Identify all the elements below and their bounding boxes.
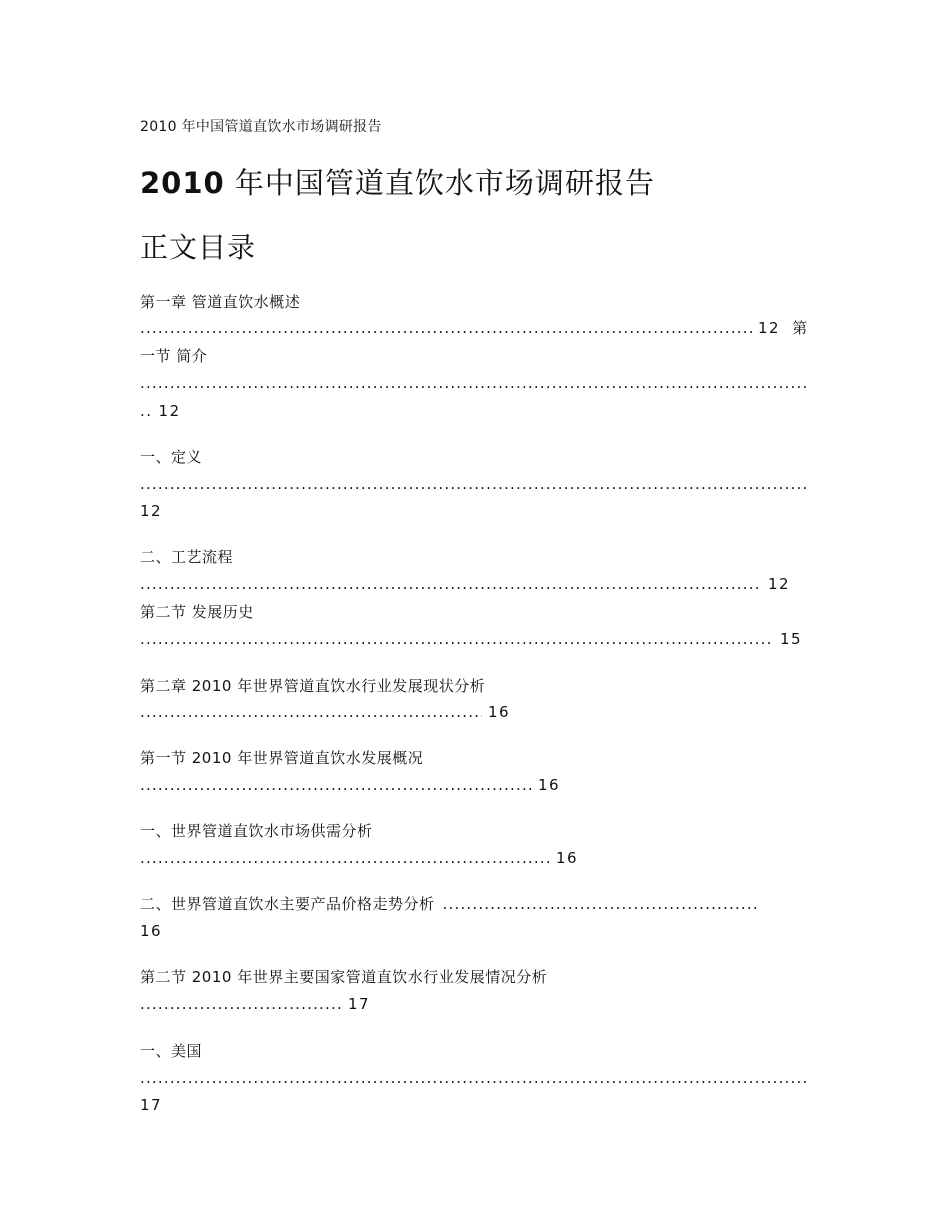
toc-page-number: 17 (140, 1096, 163, 1114)
toc-page-number: 12 (158, 402, 181, 420)
toc-page-number: 16 (538, 776, 561, 794)
toc-leader-dots (443, 894, 757, 914)
toc-leader-dots (140, 318, 752, 338)
document-title-text: 年中国管道直饮水市场调研报告 (224, 166, 655, 200)
toc-page-number: 16 (140, 922, 163, 940)
toc-leader-row (140, 474, 810, 494)
toc-page-number: 17 (348, 995, 371, 1013)
toc-page-number: 16 (556, 849, 579, 867)
toc-entry-title: 一、美国 (140, 1042, 203, 1060)
toc-page-number: 12 (768, 575, 791, 593)
toc-leader-row (140, 1068, 810, 1088)
toc-leader-row (140, 994, 810, 1014)
toc-leader-dots (140, 373, 810, 393)
toc-leader-dots (140, 474, 810, 494)
toc-leader-dots (140, 775, 532, 795)
toc-leader-dots (140, 848, 550, 868)
toc-leader-row (140, 401, 440, 421)
toc-leader-dots (140, 702, 482, 722)
toc-leader-row (140, 894, 810, 914)
toc-leader-dots (140, 1068, 810, 1088)
toc-entry-title: 第二节 发展历史 (140, 603, 254, 621)
toc-entry-title: 第一章 管道直饮水概述 (140, 293, 301, 311)
toc-entry-title: 第二节 2010 年世界主要国家管道直饮水行业发展情况分析 (140, 968, 548, 986)
toc-leader-row (140, 775, 810, 795)
toc-page-number: 16 (488, 703, 511, 721)
toc-entry-title: 第一节 2010 年世界管道直饮水发展概况 (140, 749, 424, 767)
toc-leader-dots (140, 629, 774, 649)
toc-leader-row (140, 574, 810, 594)
toc-entry-title: 第二章 2010 年世界管道直饮水行业发展现状分析 (140, 677, 486, 695)
toc-leader-row (140, 1095, 240, 1115)
toc-entry-title: 一节 简介 (140, 347, 208, 365)
toc-entry-title: 一、定义 (140, 448, 203, 466)
toc-leader-row (140, 702, 810, 722)
toc-heading: 正文目录 (140, 231, 257, 264)
toc-page-number: 15 (780, 630, 803, 648)
toc-leader-dots (140, 574, 762, 594)
toc-leader-row (140, 318, 810, 338)
toc-continuation-text: 第 (792, 319, 809, 337)
toc-entry-title: 二、世界管道直饮水主要产品价格走势分析 (140, 895, 435, 913)
toc-leader-row (140, 848, 810, 868)
toc-page-number: 12 (140, 502, 163, 520)
toc-leader-row (140, 921, 240, 941)
toc-leader-row (140, 629, 810, 649)
document-title (140, 164, 655, 202)
toc-leader-row (140, 373, 810, 393)
toc-page-number: 12 (758, 319, 781, 337)
toc-entry-title: 一、世界管道直饮水市场供需分析 (140, 822, 373, 840)
toc-leader-row (140, 501, 240, 521)
toc-leader-dots (140, 994, 342, 1014)
running-header: 2010 年中国管道直饮水市场调研报告 (140, 119, 382, 135)
toc-entry-title: 二、工艺流程 (140, 548, 234, 566)
document-title-year: 2010 (140, 166, 225, 200)
toc-leader-dots: .. (140, 402, 153, 420)
